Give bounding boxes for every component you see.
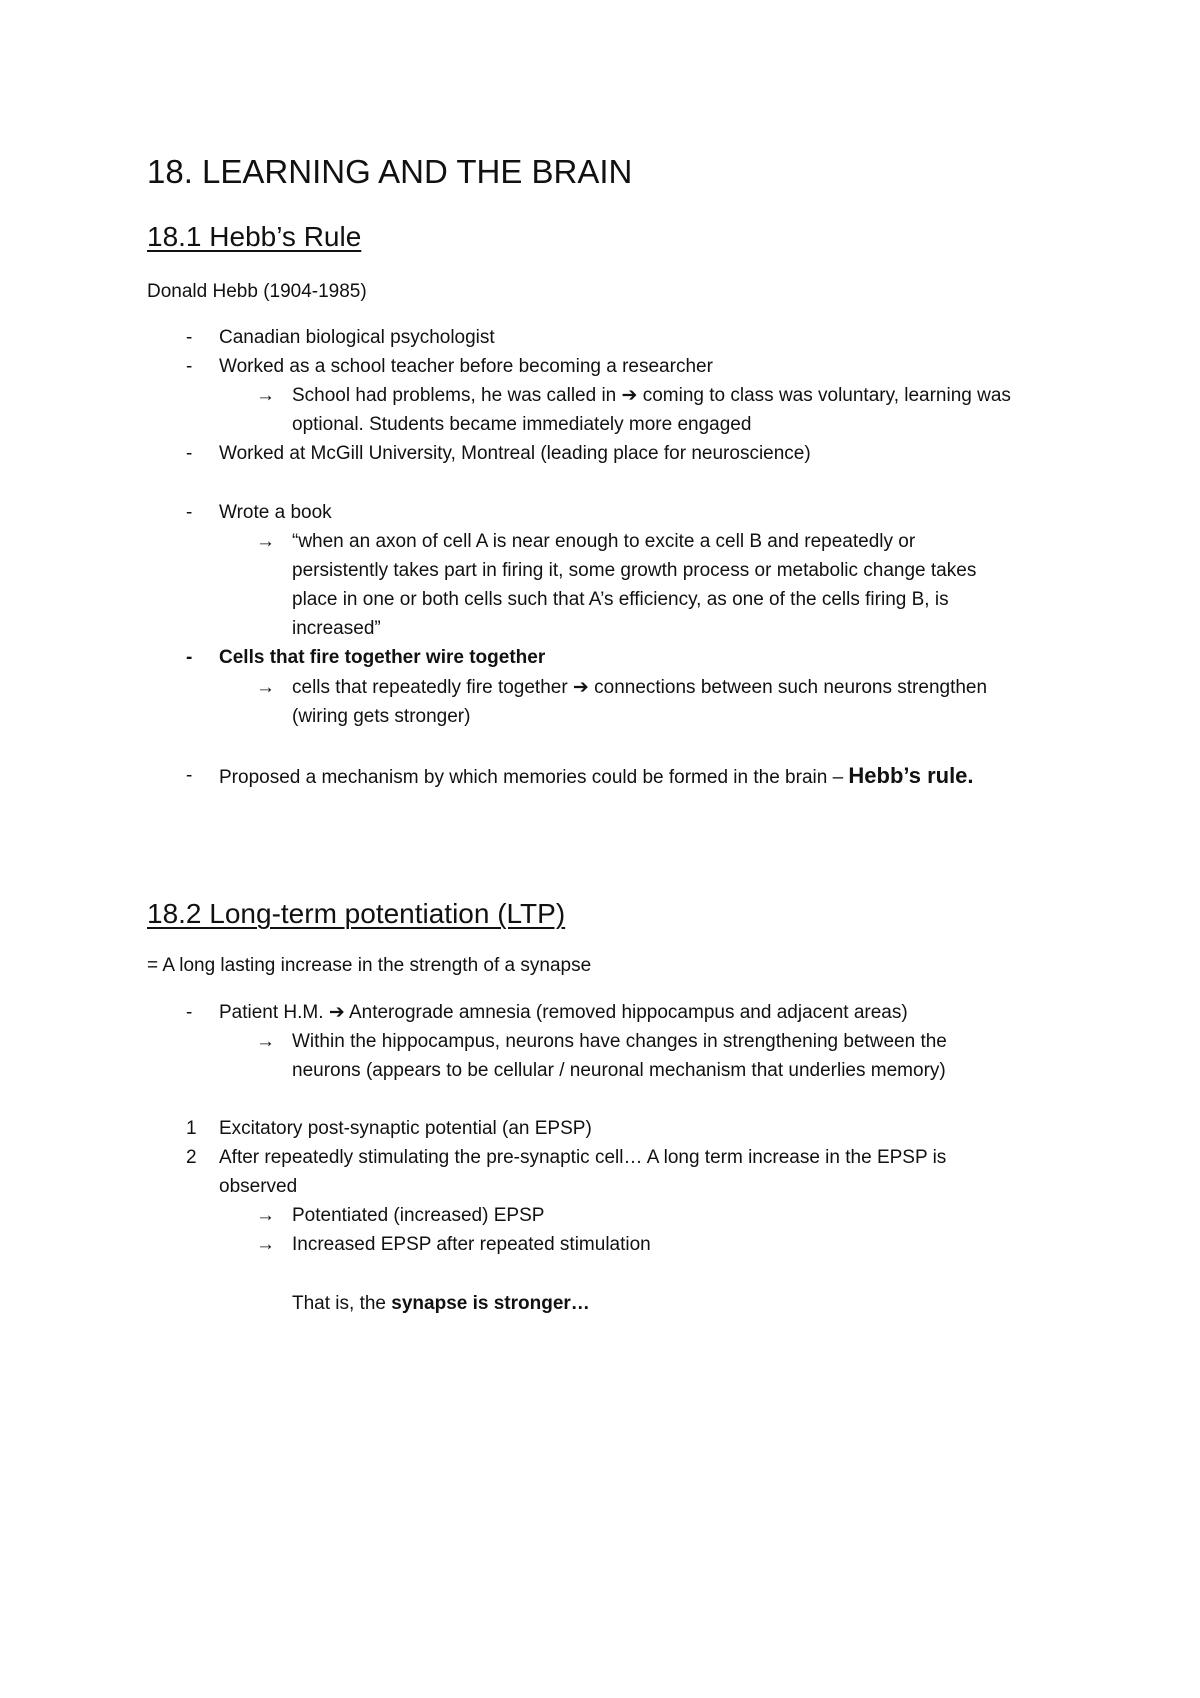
bullet-text: Worked at McGill University, Montreal (leading place for neuroscience) xyxy=(219,443,811,464)
bullet-text xyxy=(219,764,974,790)
bullet-text-plain: Proposed a mechanism by which memories could be formed in the brain – xyxy=(219,767,849,788)
sub-bullet-text: optional. Students became immediately more engaged xyxy=(292,414,752,435)
list-number: 1 xyxy=(186,1118,197,1139)
section-heading-ltp: 18.2 Long-term potentiation (LTP) xyxy=(147,898,566,929)
bullet-dash: - xyxy=(186,647,193,668)
bullet-dash: - xyxy=(186,443,193,464)
quote-line: place in one or both cells such that A’s efficiency, as one of the cells firing B, is xyxy=(292,589,949,610)
quote-line: increased” xyxy=(292,618,381,639)
numbered-item-text: observed xyxy=(219,1176,298,1197)
sub-bullet-text: neurons (appears to be cellular / neuronal mechanism that underlies memory) xyxy=(292,1060,946,1081)
quote-line: persistently takes part in firing it, some growth process or metabolic change takes xyxy=(292,560,977,581)
sub-bullet-text: cells that repeatedly fire together ➔ connections between such neurons strengthen xyxy=(292,677,988,698)
numbered-item-text: After repeatedly stimulating the pre-synaptic cell… A long term increase in the EPSP is xyxy=(219,1147,947,1168)
arrow-bullet: → xyxy=(256,1234,275,1255)
quote-line: “when an axon of cell A is near enough to excite a cell B and repeatedly or xyxy=(292,531,916,552)
sub-bullet-text: School had problems, he was called in ➔ coming to class was voluntary, learning was xyxy=(292,385,1011,406)
intro-line: Donald Hebb (1904-1985) xyxy=(147,281,367,302)
arrow-bullet: → xyxy=(256,1205,275,1226)
hebbs-rule-emphasis: Hebb’s rule. xyxy=(848,763,974,788)
bullet-dash: - xyxy=(186,327,193,348)
bullet-text: Worked as a school teacher before becoming a researcher xyxy=(219,356,713,377)
conclusion-plain: That is, the xyxy=(292,1293,392,1314)
list-number: 2 xyxy=(186,1147,197,1168)
bullet-dash: - xyxy=(186,1002,193,1023)
arrow-bullet: → xyxy=(256,385,275,406)
bullet-dash: - xyxy=(186,502,193,523)
sub-bullet-text: Potentiated (increased) EPSP xyxy=(292,1205,545,1226)
section-heading-hebbs-rule: 18.1 Hebb’s Rule xyxy=(147,221,362,252)
bullet-dash: - xyxy=(186,765,193,786)
bullet-text-bold: Cells that fire together wire together xyxy=(219,647,546,668)
arrow-bullet: → xyxy=(256,531,275,552)
sub-bullet-text: Increased EPSP after repeated stimulation xyxy=(292,1234,651,1255)
bullet-text: Wrote a book xyxy=(219,502,332,523)
document-title: 18. LEARNING AND THE BRAIN xyxy=(147,153,633,190)
bullet-text: Canadian biological psychologist xyxy=(219,327,495,348)
arrow-bullet: → xyxy=(256,677,275,698)
bullet-text: Patient H.M. ➔ Anterograde amnesia (removed hippocampus and adjacent areas) xyxy=(219,1002,908,1023)
conclusion-bold: synapse is stronger… xyxy=(391,1293,590,1314)
sub-bullet-text: (wiring gets stronger) xyxy=(292,706,471,727)
conclusion-line xyxy=(292,1292,590,1316)
definition-line: = A long lasting increase in the strength of a synapse xyxy=(147,955,592,976)
sub-bullet-text: Within the hippocampus, neurons have changes in strengthening between the xyxy=(292,1031,947,1052)
bullet-dash: - xyxy=(186,356,193,377)
arrow-bullet: → xyxy=(256,1031,275,1052)
numbered-item-text: Excitatory post-synaptic potential (an EPSP) xyxy=(219,1118,592,1139)
